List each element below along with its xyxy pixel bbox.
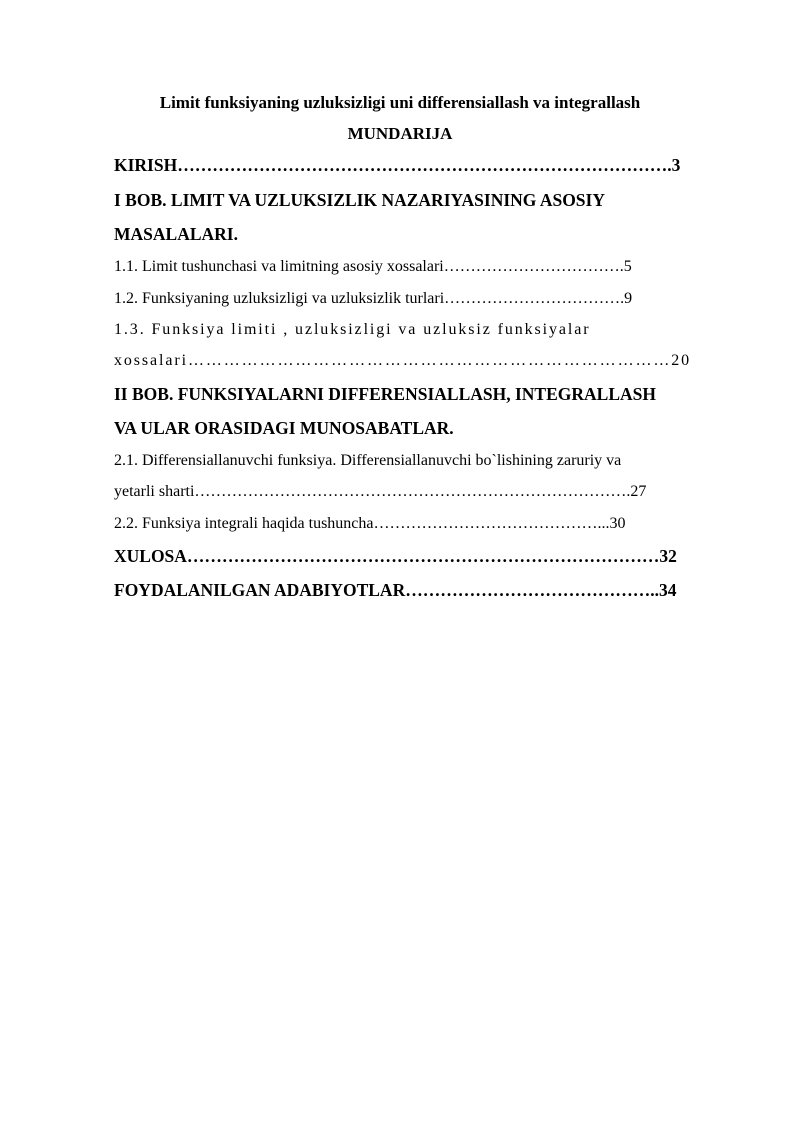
- toc-entry-adabiyotlar: FOYDALANILGAN ADABIYOTLAR……………………………………..34: [114, 580, 677, 600]
- toc-chapter-1-line-1: I BOB. LIMIT VA UZLUKSIZLIK NAZARIYASINING ASOSIY: [114, 190, 605, 210]
- toc-chapter-1-line-2: MASALALARI.: [114, 224, 238, 244]
- toc-item-1-3-line-2: xossalari………………………………………………………………………20: [114, 352, 692, 369]
- toc-item-2-1-line-2: yetarli sharti……………………………………………………………………….27: [114, 483, 647, 500]
- toc-item-2-1-line-1: 2.1. Differensiallanuvchi funksiya. Differensiallanuvchi bo`lishining zaruriy va: [114, 452, 622, 469]
- toc-heading: MUNDARIJA: [347, 124, 453, 143]
- toc-item-1-1: 1.1. Limit tushunchasi va limitning asosiy xossalari…………………………….5: [114, 258, 632, 275]
- toc-item-2-2: 2.2. Funksiya integrali haqida tushuncha……………………………………...30: [114, 515, 626, 532]
- toc-chapter-2-line-1: II BOB. FUNKSIYALARNI DIFFERENSIALLASH, INTEGRALLASH: [114, 384, 656, 404]
- toc-item-1-3-line-1: 1.3. Funksiya limiti , uzluksizligi va uzluksiz funksiyalar: [114, 321, 591, 338]
- toc-chapter-2-line-2: VA ULAR ORASIDAGI MUNOSABATLAR.: [114, 418, 454, 438]
- toc-entry-kirish: KIRISH………………………………………………………………………….3: [114, 155, 681, 175]
- toc-item-1-2: 1.2. Funksiyaning uzluksizligi va uzluksizlik turlari…………………………….9: [114, 290, 633, 307]
- toc-entry-xulosa: XULOSA………………………………………………………………………32: [114, 546, 677, 566]
- document-title: Limit funksiyaning uzluksizligi uni differensiallash va integrallash: [159, 93, 641, 112]
